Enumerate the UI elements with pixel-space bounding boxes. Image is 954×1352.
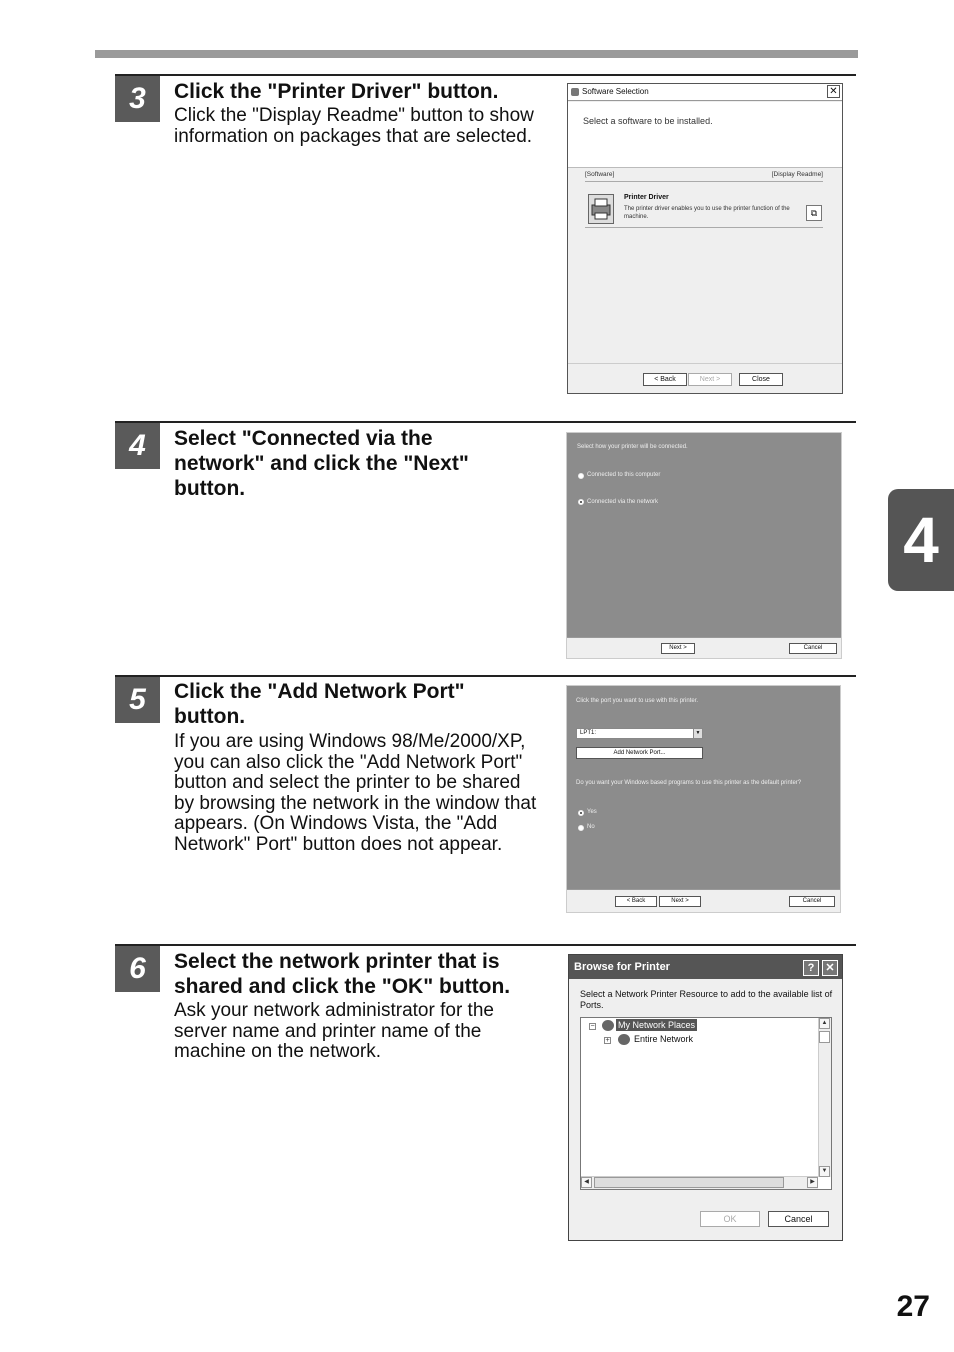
- horizontal-scroll-thumb[interactable]: [594, 1177, 784, 1188]
- network-tree[interactable]: [580, 1017, 832, 1190]
- scroll-up-icon[interactable]: ▲: [819, 1018, 830, 1029]
- next-button[interactable]: Next >: [661, 643, 695, 654]
- horizontal-scrollbar[interactable]: [581, 1176, 818, 1189]
- step-6-rule: [115, 944, 856, 946]
- software-selection-screenshot: [567, 83, 843, 394]
- back-button[interactable]: < Back: [615, 896, 657, 907]
- browse-description: Select a Network Printer Resource to add to the available list of Ports.: [580, 989, 833, 1010]
- port-prompt: Click the port you want to use with this printer.: [576, 698, 699, 704]
- connection-type-screenshot: [566, 432, 842, 659]
- step-6-body: Ask your network administrator for the server name and printer name of the machine on the network.: [174, 1000, 494, 1062]
- add-network-port-button[interactable]: Add Network Port...: [576, 747, 703, 759]
- printer-driver-button[interactable]: [588, 194, 614, 224]
- next-button[interactable]: Next >: [659, 896, 701, 907]
- step-6-number: 6: [115, 946, 160, 992]
- port-dropdown-value: LPT1:: [580, 730, 597, 736]
- step-5-rule: [115, 675, 856, 677]
- divider: [585, 227, 823, 228]
- divider: [568, 363, 842, 364]
- readme-column-label: [Display Readme]: [771, 171, 823, 178]
- printer-driver-label: Printer Driver: [624, 194, 669, 201]
- cancel-button[interactable]: Cancel: [789, 643, 837, 654]
- page-number: 27: [896, 1290, 930, 1323]
- radio-connected-network[interactable]: [578, 499, 584, 505]
- help-icon[interactable]: ?: [803, 960, 819, 976]
- printer-icon: [589, 195, 613, 223]
- yes-label: Yes: [587, 809, 597, 815]
- step-5-title: Click the "Add Network Port" button.: [174, 680, 465, 728]
- header-bar: [95, 50, 858, 58]
- scroll-right-icon[interactable]: ▶: [807, 1177, 818, 1188]
- radio-connected-local[interactable]: [578, 473, 584, 479]
- cancel-button[interactable]: Cancel: [789, 896, 835, 907]
- step-6-title: Select the network printer that is shared and click the "OK" button.: [174, 950, 511, 998]
- entire-network-icon: [618, 1034, 630, 1045]
- connected-network-label: Connected via the network: [587, 499, 659, 505]
- port-dropdown[interactable]: [576, 728, 703, 739]
- divider: [585, 181, 823, 182]
- display-readme-button[interactable]: ⧉: [806, 205, 822, 221]
- default-printer-question: Do you want your Windows based programs to use this printer as the default printer?: [576, 780, 802, 786]
- ok-button[interactable]: OK: [700, 1211, 760, 1227]
- tree-item-my-network-places[interactable]: My Network Places: [618, 1020, 696, 1030]
- port-button-bar: [567, 889, 840, 912]
- port-selection-screenshot: [566, 685, 841, 913]
- step-3-body: Click the "Display Readme" button to show information on packages that are selected.: [174, 105, 534, 147]
- step-3-rule: [115, 74, 856, 76]
- software-prompt: Select a software to be installed.: [583, 116, 713, 126]
- radio-yes[interactable]: [578, 810, 584, 816]
- collapse-icon[interactable]: −: [590, 1023, 595, 1030]
- step-4-number: 4: [115, 423, 160, 469]
- scroll-left-icon[interactable]: ◀: [581, 1177, 592, 1188]
- software-selection-header: [568, 102, 842, 168]
- step-5-body: If you are using Windows 98/Me/2000/XP, you can also click the "Add Network Port" button and select the printer to be shared by browsing the network in the window that appears. (On Windows Vista, the "Add Network" Port" button does not appear.: [174, 731, 537, 855]
- vertical-scrollbar[interactable]: [818, 1018, 831, 1177]
- tree-item-entire-network[interactable]: Entire Network: [634, 1034, 694, 1044]
- step-4-title: Select "Connected via the network" and click the "Next" button.: [174, 427, 469, 500]
- step-5-number: 5: [115, 677, 160, 723]
- close-button[interactable]: Close: [739, 373, 783, 386]
- printer-driver-description: The printer driver enables you to use the printer function of the machine.: [624, 206, 790, 220]
- software-column-label: [Software]: [585, 171, 615, 178]
- scroll-down-icon[interactable]: ▼: [819, 1166, 830, 1177]
- software-selection-titlebar: [568, 84, 842, 101]
- network-places-icon: [602, 1020, 614, 1031]
- installer-icon: [571, 88, 579, 96]
- browse-title: Browse for Printer: [574, 961, 670, 973]
- software-selection-title: Software Selection: [582, 87, 649, 96]
- step-3-title: Click the "Printer Driver" button.: [174, 80, 499, 103]
- connected-local-label: Connected to this computer: [587, 472, 661, 478]
- step-4-rule: [115, 421, 856, 423]
- browse-titlebar: [569, 955, 842, 979]
- browse-for-printer-screenshot: [568, 954, 843, 1241]
- connection-button-bar: [567, 637, 841, 658]
- cancel-button[interactable]: Cancel: [768, 1211, 829, 1227]
- expand-icon[interactable]: +: [605, 1037, 610, 1044]
- no-label: No: [587, 824, 595, 830]
- close-icon[interactable]: ✕: [827, 85, 840, 98]
- next-button[interactable]: Next >: [688, 373, 732, 386]
- step-3-number: 3: [115, 76, 160, 122]
- back-button[interactable]: < Back: [643, 373, 687, 386]
- scroll-thumb[interactable]: [819, 1031, 830, 1043]
- radio-no[interactable]: [578, 825, 584, 831]
- chevron-down-icon: ▼: [693, 729, 702, 738]
- close-icon[interactable]: ✕: [822, 960, 838, 976]
- chapter-tab: 4: [888, 489, 954, 591]
- connection-prompt: Select how your printer will be connected.: [577, 444, 688, 450]
